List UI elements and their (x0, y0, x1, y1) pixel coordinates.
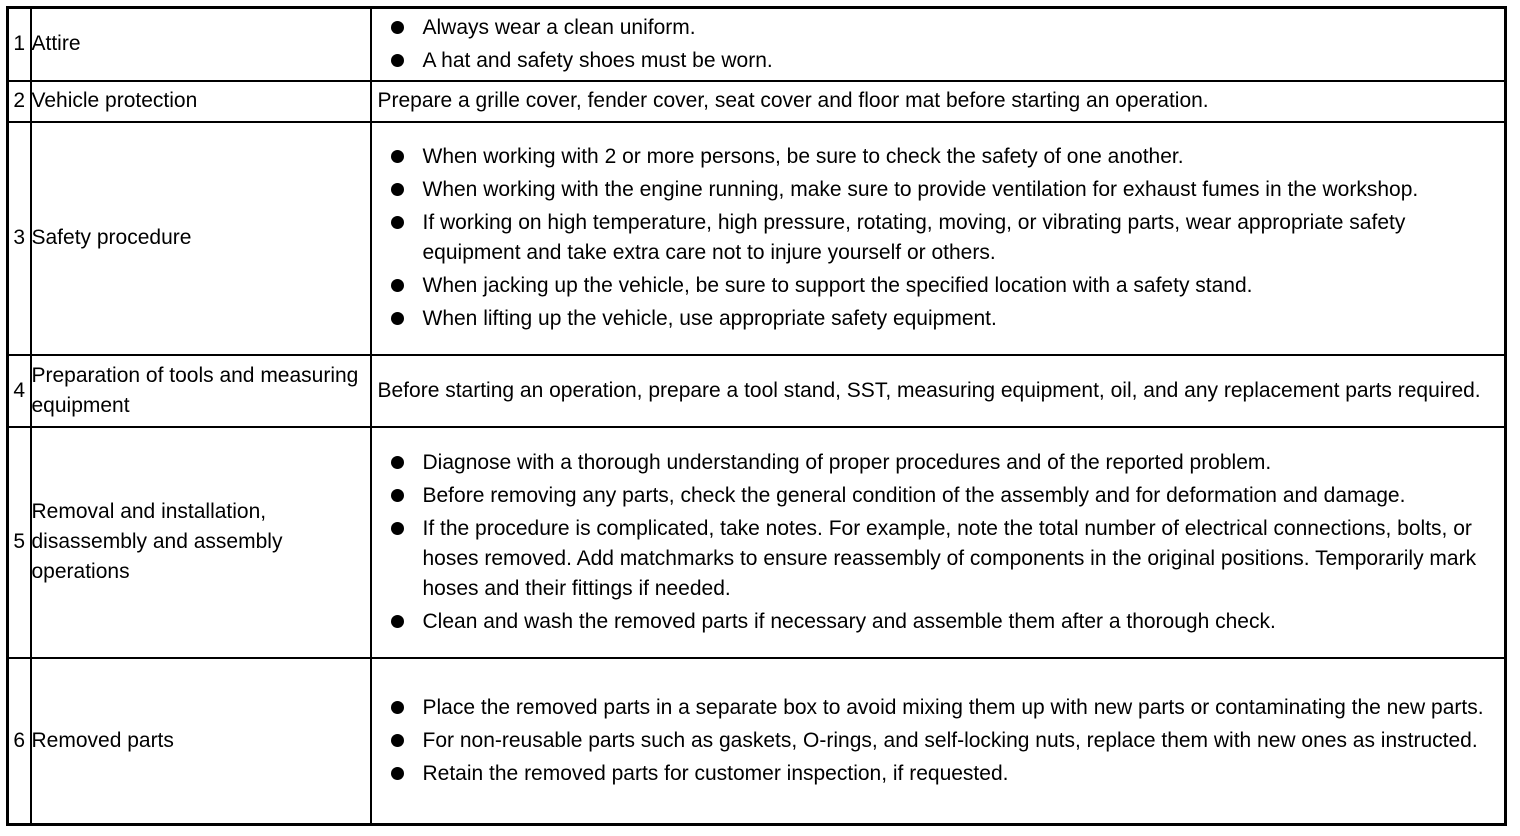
list-item-text: Place the removed parts in a separate box to avoid mixing them up with new parts or contaminating the new parts. (422, 695, 1484, 719)
bullet-dot-icon (391, 216, 404, 229)
row-detail: Prepare a grille cover, fender cover, seat cover and floor mat before starting an operation. (371, 81, 1506, 122)
bullet-dot-icon (391, 279, 404, 292)
bullet-dot-icon (391, 456, 404, 469)
bullet-list (372, 693, 1505, 789)
list-item (372, 759, 1505, 789)
list-item (372, 271, 1505, 301)
row-detail (371, 122, 1506, 355)
list-item-text: Clean and wash the removed parts if necessary and assemble them after a thorough check. (422, 609, 1276, 633)
list-item (372, 208, 1505, 268)
list-item-text: When jacking up the vehicle, be sure to support the specified location with a safety stand. (422, 274, 1253, 297)
bullet-dot-icon (391, 150, 404, 163)
row-topic: Removed parts (31, 658, 371, 825)
list-item (372, 514, 1505, 604)
list-item (372, 13, 1505, 43)
precautions-table (6, 6, 1507, 826)
list-item (372, 693, 1505, 723)
row-detail (371, 427, 1506, 658)
row-topic: Safety procedure (31, 122, 371, 355)
bullet-dot-icon (391, 183, 404, 196)
row-number: 5 (8, 427, 31, 658)
row-topic: Removal and installation, disassembly and assembly operations (31, 427, 371, 658)
table-row (8, 122, 1506, 355)
row-topic: Attire (31, 8, 371, 81)
list-item-text: If the procedure is complicated, take notes. For example, note the total number of electrical connections, bolts, or hoses removed. Add matchmarks to ensure reassembly of components in the original positions. Temporarily mark hoses and their fittings if needed. (422, 516, 1477, 600)
bullet-list (372, 142, 1505, 334)
row-detail: Before starting an operation, prepare a tool stand, SST, measuring equipment, oil, and any replacement parts required. (371, 355, 1506, 427)
list-item (372, 481, 1505, 511)
row-detail (371, 658, 1506, 825)
table-row (8, 658, 1506, 825)
list-item (372, 726, 1505, 756)
list-item-text: Retain the removed parts for customer inspection, if requested. (422, 761, 1009, 785)
table-row (8, 355, 1506, 427)
row-number: 4 (8, 355, 31, 427)
bullet-dot-icon (391, 312, 404, 325)
list-item-text: Always wear a clean uniform. (422, 15, 696, 39)
list-item-text: When working with 2 or more persons, be sure to check the safety of one another. (422, 145, 1184, 168)
row-topic: Preparation of tools and measuring equipment (31, 355, 371, 427)
list-item (372, 448, 1505, 478)
list-item-text: A hat and safety shoes must be worn. (422, 48, 773, 72)
row-number: 6 (8, 658, 31, 825)
bullet-dot-icon (391, 615, 404, 628)
row-number: 2 (8, 81, 31, 122)
bullet-dot-icon (391, 767, 404, 780)
bullet-dot-icon (391, 522, 404, 535)
bullet-list (372, 448, 1505, 637)
bullet-list (372, 13, 1505, 76)
table-row (8, 81, 1506, 122)
bullet-dot-icon (391, 54, 404, 67)
table-row (8, 427, 1506, 658)
list-item (372, 46, 1505, 76)
list-item-text: When lifting up the vehicle, use appropriate safety equipment. (422, 307, 997, 330)
bullet-dot-icon (391, 21, 404, 34)
list-item (372, 142, 1505, 172)
list-item (372, 304, 1505, 334)
row-topic: Vehicle protection (31, 81, 371, 122)
row-detail (371, 8, 1506, 81)
list-item (372, 175, 1505, 205)
bullet-dot-icon (391, 701, 404, 714)
row-number: 3 (8, 122, 31, 355)
list-item-text: If working on high temperature, high pressure, rotating, moving, or vibrating parts, wear appropriate safety equipment and take extra care not to injure yourself or others. (422, 211, 1406, 264)
bullet-dot-icon (391, 734, 404, 747)
list-item-text: When working with the engine running, make sure to provide ventilation for exhaust fumes in the workshop. (422, 178, 1419, 201)
bullet-dot-icon (391, 489, 404, 502)
list-item-text: Diagnose with a thorough understanding of proper procedures and of the reported problem. (422, 450, 1272, 474)
list-item-text: Before removing any parts, check the general condition of the assembly and for deformation and damage. (422, 483, 1406, 507)
table-row (8, 8, 1506, 81)
list-item (372, 607, 1505, 637)
list-item-text: For non-reusable parts such as gaskets, O-rings, and self-locking nuts, replace them with new ones as instructed. (422, 728, 1478, 752)
row-number: 1 (8, 8, 31, 81)
